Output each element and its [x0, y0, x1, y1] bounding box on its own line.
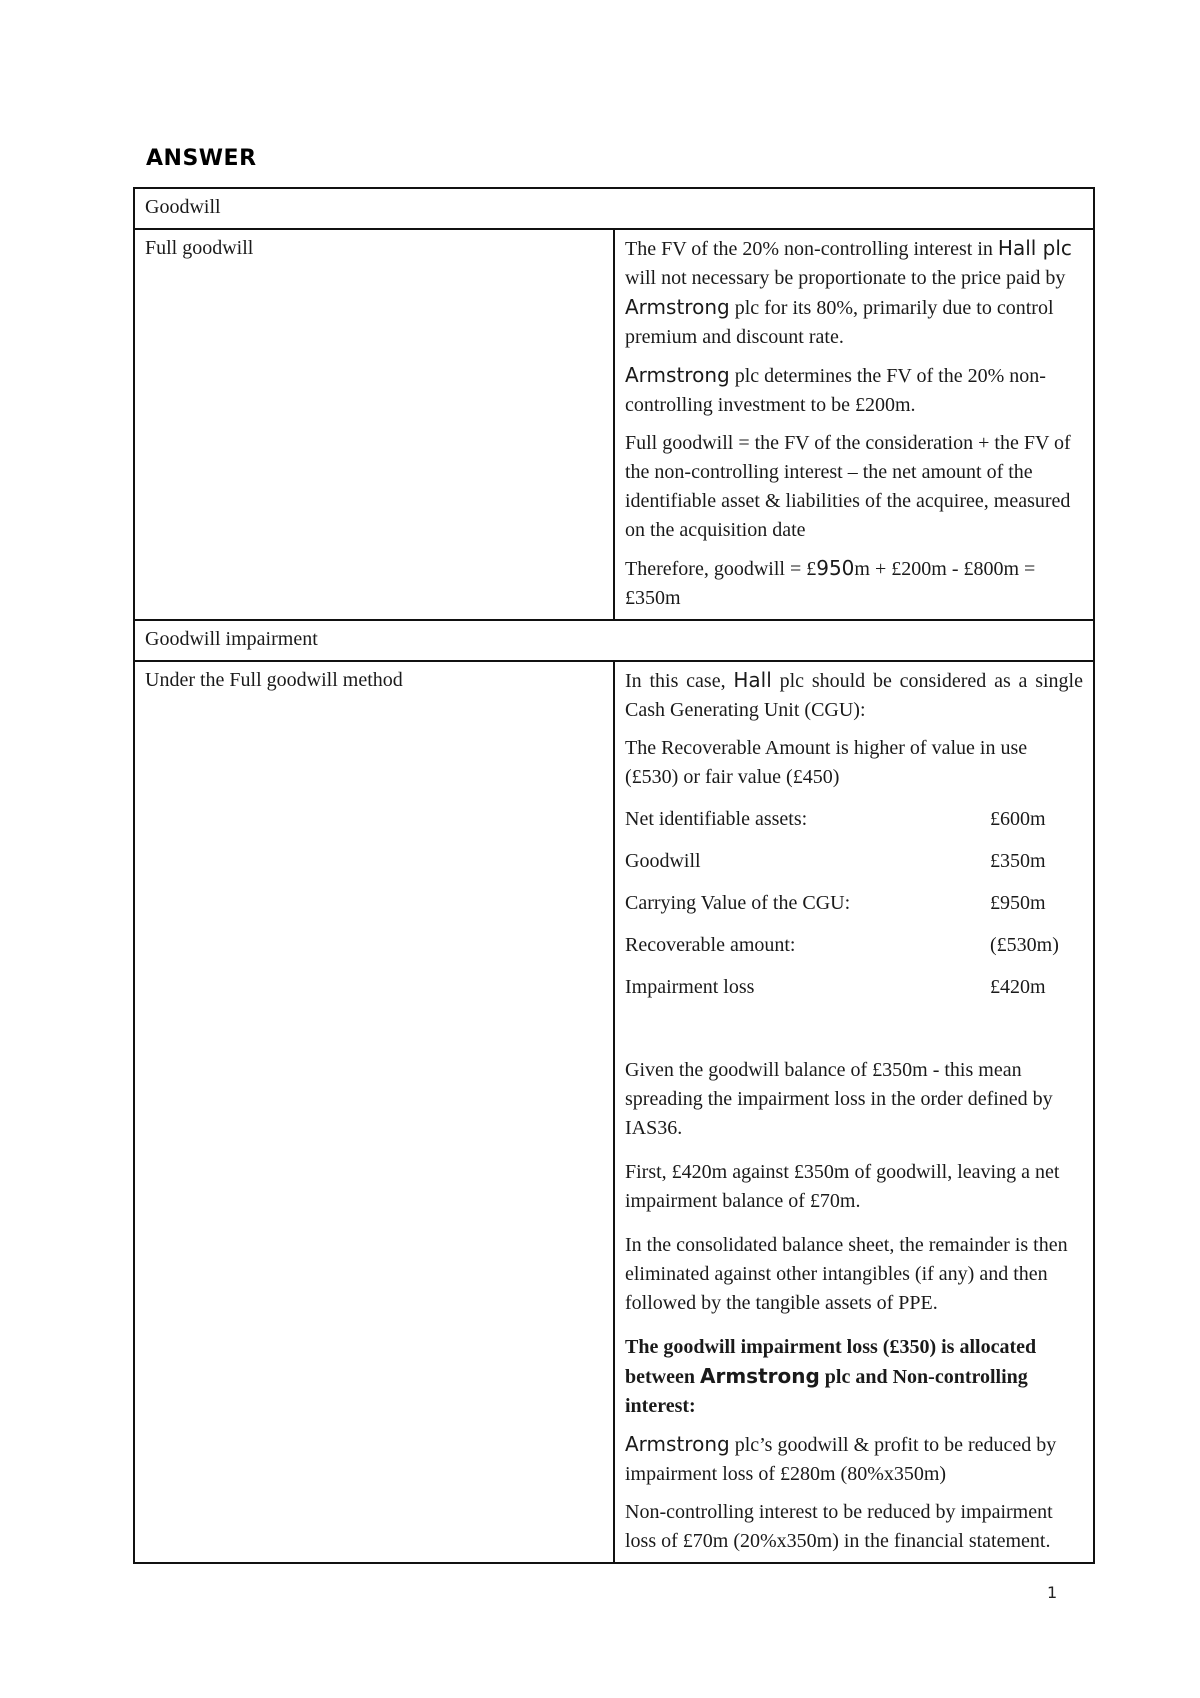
calc-row: Net identifiable assets: £600m	[625, 808, 1046, 830]
impairment-section-title: Goodwill impairment	[134, 620, 1094, 661]
page-heading: ANSWER	[146, 146, 257, 171]
paragraph: Given the goodwill balance of £350m - this mean spreading the impairment loss in the order defined by IAS36.	[625, 1059, 1053, 1139]
paragraph: Non-controlling interest to be reduced by impairment loss of £70m (20%x350m) in the financial statement.	[625, 1501, 1053, 1552]
company-name: Armstrong	[625, 1432, 730, 1456]
company-name: Armstrong	[699, 1364, 820, 1388]
paragraph: Therefore, goodwill = £950m + £200m - £800m = £350m	[625, 556, 1036, 609]
paragraph: First, £420m against £350m of goodwill, leaving a net impairment balance of £70m.	[625, 1161, 1060, 1212]
paragraph: In the consolidated balance sheet, the remainder is then eliminated against other intangibles (if any) and then followed by the tangible assets of PPE.	[625, 1234, 1068, 1314]
paragraph: Armstrong plc determines the FV of the 20% non-controlling investment to be £200m.	[625, 363, 1046, 416]
paragraph-bold: The goodwill impairment loss (£350) is allocated between Armstrong plc and Non-controlling interest:	[625, 1336, 1037, 1417]
table-row	[134, 229, 1094, 620]
goodwill-section-title: Goodwill	[134, 188, 1094, 229]
page-number: 1	[1047, 1583, 1058, 1602]
impairment-content	[614, 661, 1094, 1563]
company-name: Armstrong	[625, 295, 730, 319]
calc-row: Carrying Value of the CGU: £950m	[625, 892, 1046, 914]
company-name: Armstrong	[625, 363, 730, 387]
calc-row: Impairment loss £420m	[625, 976, 1046, 998]
impairment-method-label: Under the Full goodwill method	[134, 661, 614, 1563]
company-name: Hall	[733, 668, 772, 692]
company-name: Hall plc	[997, 236, 1072, 260]
full-goodwill-label: Full goodwill	[134, 229, 614, 620]
answer-table	[133, 187, 1095, 1564]
paragraph: The FV of the 20% non-controlling interest in Hall plc will not necessary be proportionate to the price paid by Armstrong plc for its 80%, primarily due to control premium and discount rate.	[625, 236, 1072, 348]
table-row	[134, 620, 1094, 661]
paragraph: The Recoverable Amount is higher of value in use (£530) or fair value (£450)	[625, 737, 1028, 788]
table-row	[134, 188, 1094, 229]
paragraph: In this case, Hall plc should be considered as a single Cash Generating Unit (CGU):	[625, 668, 1083, 721]
calc-row: Recoverable amount: (£530m)	[625, 934, 1059, 956]
full-goodwill-content	[614, 229, 1094, 620]
paragraph: Full goodwill = the FV of the consideration + the FV of the non-controlling interest – the net amount of the identifiable asset & liabilities of the acquiree, measured on the acquisition date	[625, 432, 1071, 541]
calc-row: Goodwill £350m	[625, 850, 1046, 872]
paragraph: Armstrong plc’s goodwill & profit to be reduced by impairment loss of £280m (80%x350m)	[625, 1432, 1057, 1485]
table-row	[134, 661, 1094, 1563]
